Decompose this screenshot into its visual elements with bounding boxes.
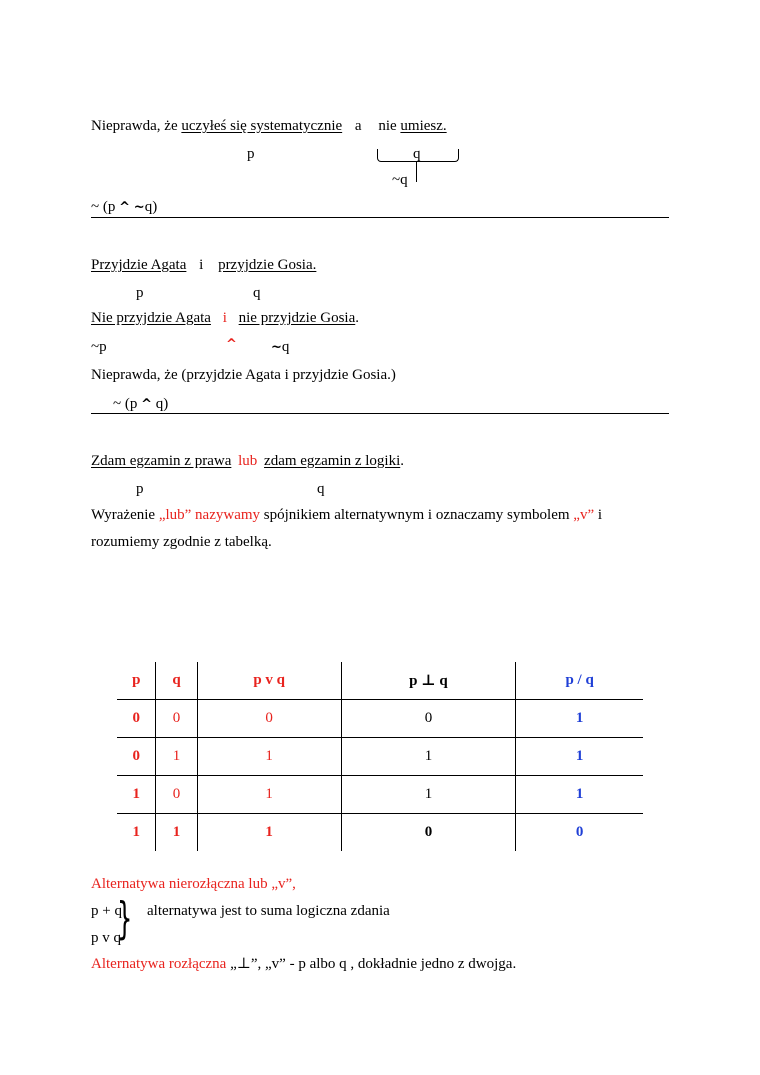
cell: 0 — [156, 700, 197, 738]
sentence-1-prefix: Nieprawda, że — [91, 118, 182, 134]
header-p-xor-q: p ⊥ q — [341, 662, 516, 700]
cell: 1 — [197, 738, 341, 776]
header-q: q — [156, 662, 197, 700]
footer-line-3 — [91, 957, 516, 972]
sentence-5-dot: . — [400, 453, 404, 469]
header-p-slash-q: p / q — [516, 662, 643, 700]
tilde-symbol: ~ — [133, 200, 145, 215]
cell: 1 — [341, 738, 516, 776]
table-row — [117, 776, 643, 814]
sentence-3-p: Nie przyjdzie Agata — [91, 310, 211, 326]
formula-1-pre: ~ (p — [91, 199, 120, 215]
label-p: p — [247, 146, 255, 162]
tilde-symbol-2: ~ — [271, 340, 282, 355]
para-c: spójnikiem alternatywnym i oznaczamy symbolem — [260, 507, 574, 523]
sentence-4: Nieprawda, że (przyjdzie Agata i przyjdzie Gosia.) — [91, 367, 396, 383]
para-e: i — [594, 507, 603, 523]
sentence-3-q: nie przyjdzie Gosia — [238, 310, 356, 326]
truth-table — [117, 662, 643, 851]
cell: 1 — [197, 776, 341, 814]
cell: 1 — [516, 776, 643, 814]
cell: 1 — [132, 824, 140, 840]
formula-1 — [91, 200, 157, 215]
and-symbol: ^ — [119, 200, 131, 215]
cell: 1 — [156, 738, 197, 776]
footer-line-3-red: Alternatywa rozłączna — [91, 956, 227, 972]
para-b: „lub” nazywamy — [158, 507, 261, 523]
and-symbol-red: ^ — [226, 337, 237, 352]
cell: 0 — [156, 776, 197, 814]
formula-2 — [113, 397, 168, 412]
header-p: p — [117, 662, 156, 700]
label-not-q-2 — [271, 340, 289, 355]
cell: 1 — [197, 814, 341, 852]
label-not-p: ~p — [91, 339, 107, 355]
paragraph-lub-line2: rozumiemy zgodnie z tabelką. — [91, 534, 272, 550]
table-row — [117, 814, 643, 852]
sentence-1-p: uczyłeś się systematycznie — [181, 118, 343, 134]
label-q2: q — [281, 339, 290, 355]
footer-line-3-black: „⊥”, „v” - p albo q , dokładnie jedno z dwojga. — [226, 956, 517, 972]
label-q: q — [413, 146, 421, 162]
formula-2-post: q) — [152, 396, 169, 412]
sentence-2-p: Przyjdzie Agata — [91, 257, 187, 273]
paragraph-lub — [91, 508, 602, 523]
label-q-2: q — [253, 285, 261, 301]
sentence-3-dot: . — [355, 310, 359, 326]
sentence-2-conj: i — [199, 257, 204, 273]
label-q-3: q — [317, 481, 325, 497]
sentence-5 — [91, 454, 404, 469]
sentence-3-conj: i — [222, 310, 227, 326]
divider-2 — [91, 413, 669, 414]
cell: 1 — [516, 700, 643, 738]
footer-line-1: Alternatywa nierozłączna lub „v”, — [91, 876, 296, 892]
label-not-q: ~q — [392, 172, 408, 188]
para-a: Wyrażenie — [91, 507, 159, 523]
cell: 0 — [117, 738, 156, 776]
sentence-5-p: Zdam egzamin z prawa — [91, 453, 232, 469]
sentence-5-conj: lub — [238, 453, 258, 469]
sentence-2-q: przyjdzie Gosia. — [218, 257, 317, 273]
table-row — [117, 738, 643, 776]
divider-1 — [91, 217, 669, 218]
cell: 0 — [117, 700, 156, 738]
sentence-1 — [91, 119, 447, 134]
sentence-1-q: umiesz. — [400, 118, 447, 134]
para-d: „v” — [573, 507, 595, 523]
sentence-1-nie: nie — [378, 118, 401, 134]
formula-1-post: q) — [144, 199, 158, 215]
table-header-row — [117, 662, 643, 700]
header-p-or-q: p v q — [197, 662, 341, 700]
label-p-3: p — [136, 481, 144, 497]
sentence-3 — [91, 311, 359, 326]
expr-or: p v q — [91, 930, 121, 946]
cell: 0 — [341, 814, 516, 852]
cell: 1 — [516, 738, 643, 776]
footer-desc: alternatywa jest to suma logiczna zdania — [147, 903, 390, 919]
table-row — [117, 700, 643, 738]
expr-plus: p + q — [91, 903, 122, 919]
right-brace-icon: } — [117, 893, 133, 944]
formula-2-pre: ~ (p — [113, 396, 142, 412]
label-p-2: p — [136, 285, 144, 301]
sentence-1-conj: a — [354, 118, 362, 134]
cell: 0 — [197, 700, 341, 738]
cell: 0 — [516, 814, 643, 852]
cell: 1 — [117, 776, 156, 814]
cell: 1 — [156, 814, 197, 852]
cell: 0 — [341, 700, 516, 738]
and-symbol-2: ^ — [141, 397, 153, 412]
sentence-5-q: zdam egzamin z logiki — [264, 453, 401, 469]
sentence-2 — [91, 258, 316, 273]
brace-tick — [416, 162, 417, 182]
cell: 1 — [341, 776, 516, 814]
